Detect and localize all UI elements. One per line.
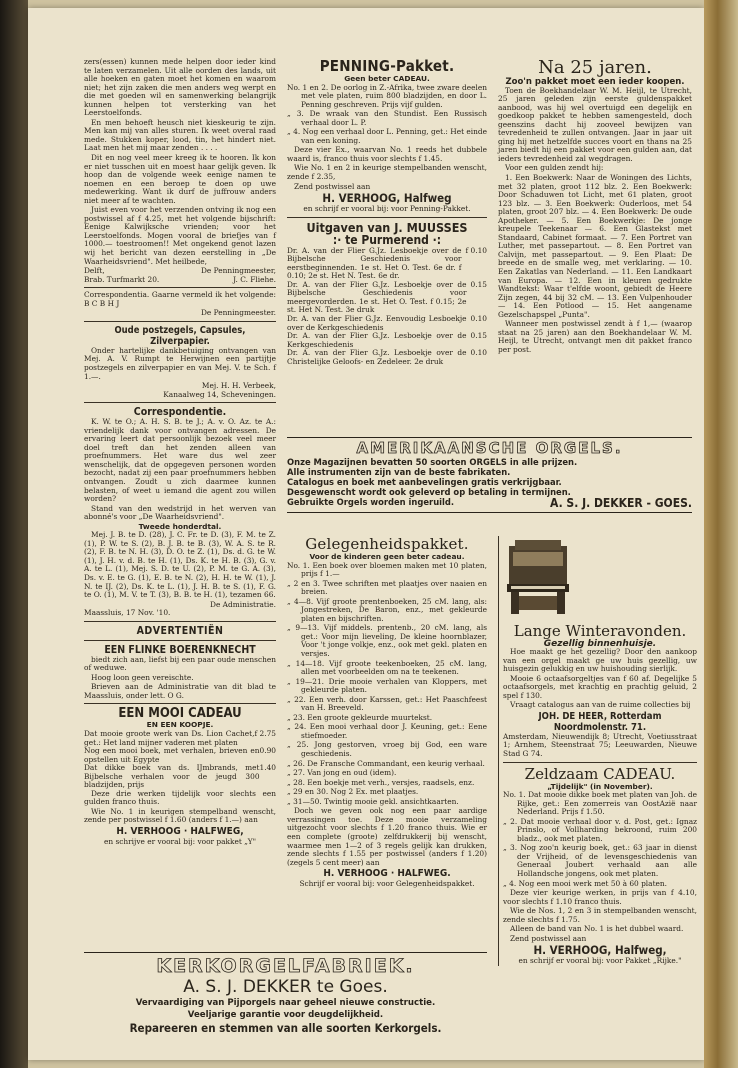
organ-illustration <box>503 538 573 616</box>
oude-postzegels-heading: Oude postzegels, Capsules, Zilverpapier. <box>114 324 246 347</box>
penning-item: No. 1 en 2. De oorlog in Z.-Afrika, twee zware deelen met vele platen, ruim 800 bladzijden, en door L. Penning geschreven. Prijs vijf gulden. <box>287 82 487 109</box>
boerenknecht-heading: EEN FLINKE BOERENKNECHT <box>104 643 256 656</box>
boerenknecht-text: Brieven aan de Administratie van dit blad te Maassluis, onder lett. O G. <box>84 682 276 700</box>
kerkorgel-line: Veeljarige garantie voor deugdelijkheid. <box>187 1010 384 1020</box>
divider <box>84 402 276 403</box>
gelegenheid-item: „ 26. De Fransche Commandant, een keurig verhaal. <box>287 758 485 768</box>
na25-text: Wanneer men postwissel zendt à f 1,— (waarop staat na 25 jaren) aan den Boekhandelaar W. M. Heijl, te Utrecht, ontvangt men dit pakket franco per post. <box>498 319 692 354</box>
amerik-signature: A. S. J. DEKKER - GOES. <box>550 496 692 510</box>
gelegenheid-item: „ 14—18. Vijf groote teekenboeken, 25 cM. lang, allen met voorbeelden om na te teekenen. <box>287 658 487 677</box>
gelegenheid-item: „ 25. Jong gestorven, vroeg bij God, een ware geschiedenis. <box>287 740 487 759</box>
gelegenheid-item: No. 1. Een boek over bloemen maken met 10 platen, prijs f 1.— <box>287 560 487 579</box>
uitgaven-item-price: 0.15 <box>470 331 487 341</box>
right-page-edge <box>704 0 738 1068</box>
mooi-item <box>84 764 276 790</box>
winter-firm: JOH. DE HEER, Rotterdam Noordmolenstr. 71. <box>538 710 662 733</box>
gelegenheid-text: Doch we geven ook nog een paar aardige verrassingen toe. Deze mooie verzameling uitgezocht voor slechts f 1.20 franco thuis. Wie er een complete (groote) zelfdrukkerij bij wenscht, waarmee men 1—2 of 3 regels gelijk kan drukken, zende slechts f 1.55 per postwissel (anders f 1.20) (zegels 5 cent meer) aan <box>287 806 487 867</box>
stand-text: Stand van den wedstrijd in het werven van abonné's voor „De Waarheidsvriend". <box>84 503 276 522</box>
amerikaansche-heading: AMERIKAANSCHE ORGELS. <box>356 439 623 457</box>
kerkorgelfabriek-ad <box>84 952 487 1036</box>
gelegenheid-item: „ 31—50. Twintig mooie gekl. ansichtkaarten. <box>287 796 459 806</box>
uitgaven-item-price: f 0.10 <box>465 245 487 255</box>
gelegenheid-note: Schrijf er vooral bij: voor Gelegenheidspakket. <box>299 879 475 889</box>
gelegenheid-heading: Gelegenheidspakket. <box>305 535 469 553</box>
penning-note: en schrijf er vooral bij: voor Penning-Pakket. <box>303 204 471 214</box>
gelegenheid-item: „ 24. Een mooi verhaal door J. Keuning, get.: Eene stiefmoeder. <box>287 722 487 740</box>
column-middle <box>287 58 487 366</box>
gelegenheid-item: „ 29 en 30. Nog 2 Ex. met plaatjes. <box>287 787 419 797</box>
penning-item: „ 4. Nog een verhaal door L. Penning, get.: Het einde van een koning. <box>287 127 488 145</box>
divider <box>287 217 487 218</box>
penning-text: Zend postwissel aan <box>294 181 371 191</box>
zeldzaam-text: Alleen de band van No. 1 is het dubbel waard. <box>510 924 684 934</box>
uitgaven-heading: Uitgaven van J. MUUSSES <box>306 219 468 235</box>
correspondentie-heading: Correspondentie. <box>133 406 227 419</box>
zeldzaam-note: en schrijf er vooral bij: voor Pakket „Rijke." <box>518 956 682 966</box>
uitgaven-item-text: Dr. A. van der Flier G.Jz. Lesboekje over de Kerkgeschiedenis <box>287 331 467 349</box>
uitgaven-item-text: Dr. A. van der Flier G.Jz. Lesboekje over de Bijbelsche Geschiedenis voor meergevorderden. 1e st. Het O. Test. f 0.15; 2e st. Het N. Test. 3e druk <box>287 279 467 315</box>
stand-list: Mej. J. B. te D. (28), J. C. Fr. te D. (3), F. M. te Z. (1), P. W. te S. (2), B. J. B. te B. (3), W. A. S. te R. (2), F. B. te N. H. (3), D. O. te Z. (1), Ds. d. G. te W. (1), J. H. v. d. B. te H. (1), Ds. K. te H. B. (3), G. v. A. te L. (1), Mej. S. D. te U. (2), P. M. te G. A. (3), Ds. v. E. te G. (1), E. B. te N. (2), H. H. te W. (1), J. N. te IJ. (2), Ds. K. te L. (1), J. H. B. te S. (1), F. G. te O. (1), M. V. te T. (3), B. B. te H. (1), tezamen 66. <box>84 530 276 600</box>
amerik-line: Onze Magazijnen bevatten 50 soorten ORGELS in alle prijzen. <box>287 457 578 467</box>
oude-address: Kanaalweg 14, Scheveningen. <box>163 389 276 399</box>
penning-heading: PENNING-Pakket. <box>319 57 455 75</box>
kerkorgel-line: Repareeren en stemmen van alle soorten Kerkorgels. <box>129 1021 442 1035</box>
advertentien-heading: ADVERTENTIËN <box>136 624 224 637</box>
zeldzaam-signature: H. VERHOOG, Halfweg, <box>533 943 667 958</box>
mooi-text: Deze drie werken tijdelijk voor slechts een gulden franco thuis. <box>84 788 276 807</box>
mooi-item <box>84 747 276 764</box>
correspondentie-text: K. W. te O.; A. H. S. B. te J.; A. v. O. Az. te A.: vriendelijk dank voor ontvangen adressen. De ervaring leert dat persoonlijk bezoek veel meer doel treft dan het zenden alleen van proefnummers. Het ware dus wel zeer wenschelijk, dat de opgegeven personen worden bezocht, nadat zij een paar proefnummers hebben ontvangen. Zoudt u zich daarmee kunnen belasten, of weet u iemand die agent zou willen worden? <box>84 417 276 504</box>
signature-name: J. C. Fliehe. <box>233 274 276 284</box>
na25-text: Toen de Boekhandelaar W. M. Heijl, te Utrecht, 25 jaren geleden zijn eerste guldenspakket aanbood, was hij wel overtuigd een degelijk en goedkoop pakket te hebben samengesteld, doch geenszins dacht hij zooveel bewijzen van tevredenheid te zullen ontvangen. Jaar in jaar uit ging hij met hetzelfde succes voort en thans na 25 jaren biedt hij een pakket voor een gulden aan, dat ieders tevredenheid zal wegdragen. <box>498 85 692 163</box>
uitgaven-item-price: 0.10 <box>470 314 487 324</box>
na25-text: Voor een gulden zendt hij: <box>505 163 604 173</box>
na25-heading: Na 25 jaren. <box>538 57 652 78</box>
gelegenheid-signature: H. VERHOOG · HALFWEG. <box>323 868 451 880</box>
zeldzaam-item: „ 2. Dat mooie verhaal door v. d. Post, get.: Ignaz Prinslo, of Vollharding bekroond, ruim 200 bladz., ook met platen. <box>503 816 697 843</box>
uitgaven-item <box>287 315 487 332</box>
na25-sub: Zoo'n pakket moet een ieder koopen. <box>505 77 685 87</box>
mooi-item-text: Dat dikke boek van ds. IJmbrands, met Bijbelsche verhalen voor de jeugd 300 bladzijden, prijs <box>84 763 260 790</box>
winter-heading: Lange Winteravonden. <box>513 621 687 640</box>
intro-paragraph: En men behoeft heusch niet kieskeurig te zijn. Men kan mij van alles sturen. Ik weet overal raad mede. Stukken koper, lood, tin, het hindert niet. Laat men het mij maar zenden . . . . <box>84 117 276 153</box>
intro-paragraph: zers(essen) kunnen mede helpen door ieder kind te laten verzamelen. Uit alle oorden des lands, uit alle hoeken en gaten moet het komen en waarom niet; het zijn zaken die men anders weg werpt en die met goeden wil en samenwerking belangrijk kunnen helpen tot versterking van het Leerstoelfonds. <box>84 57 276 118</box>
gelegenheid-item: „ 4—8. Vijf groote prentenboeken, 25 cM. lang, als: Jongestreken, De Baron, enz., met gekleurde platen en bijschriften. <box>287 596 487 623</box>
signature-row <box>84 276 276 285</box>
penning-text: Wie No. 1 en 2 in keurige stempelbanden wenscht, zende f 2.35, <box>287 163 487 182</box>
uitgaven-item-price: 0.15 <box>470 279 487 289</box>
column-right <box>498 58 692 356</box>
zeldzaam-text: Deze vier keurige werken, in prijs van f 4.10, voor slechts f 1.10 franco thuis. <box>503 888 697 906</box>
gelegenheid-item: „ 9—13. Vijf middels. prentenb., 20 cM. lang, als get.: Voor mijn lieveling, De kleine hoornblazer, Voor 't jonge volkje, enz., ook met gekl. platen en versjes. <box>287 623 487 659</box>
penning-sub: Geen beter CADEAU. <box>344 74 430 83</box>
oude-postzegels-text: Onder hartelijke dankbetuiging ontvangen van Mej. A. V. Rumpt te Herwijnen een partijtje postzegels en zilverpapier en van Mej. V. te Sch. f 1.—. <box>84 345 276 381</box>
uitgaven-item-price: 0.10 <box>470 348 487 358</box>
kerkorgel-heading: KERKORGELFABRIEK. <box>156 955 415 977</box>
oude-signature: Mej. H. H. Verbeek, <box>201 381 276 391</box>
uitgaven-item <box>287 247 487 281</box>
correspondentia-signature: De Penningmeester. <box>201 308 276 318</box>
boerenknecht-text: biedt zich aan, liefst bij een paar oude menschen of weduwe. <box>84 654 276 673</box>
zeldzaam-text: Zend postwissel aan <box>510 933 587 943</box>
divider <box>84 621 276 622</box>
signature-role: De Penningmeester, <box>201 266 276 276</box>
administratie-signature: De Administratie. <box>210 599 276 609</box>
gelegenheid-item: „ 27. Van jong en oud (idem). <box>287 768 397 778</box>
winter-ad <box>498 536 697 966</box>
mooi-cadeau-heading: EEN MOOI CADEAU <box>118 706 242 722</box>
mooi-item-price: f 2.75 <box>254 729 276 738</box>
divider <box>503 762 697 763</box>
left-dark-edge <box>0 0 28 1068</box>
gelegenheid-ad <box>287 536 487 889</box>
zeldzaam-heading: Zeldzaam CADEAU. <box>524 764 676 783</box>
gelegenheid-item: „ 23. Een groote gekleurde muurtekst. <box>287 712 433 722</box>
uitgaven-item-text: Dr. A. van der Flier G.Jz. Lesboekje over de Christelijke Geloofs- en Zedeleer. 2e druk <box>287 348 467 366</box>
gelegenheid-item: „ 19—21. Drie mooie verhalen van Kloppers, met gekleurde platen. <box>287 676 487 695</box>
verhoog-signature: H. VERHOOG · HALFWEG, <box>116 826 244 838</box>
winter-text: Hoe maakt ge het gezellig? Door den aankoop van een orgel maakt ge uw huis gezellig, uw huisgezin gelukkig en uw huishouding sierlijk. <box>503 647 697 674</box>
gelegenheid-sub: Voor de kinderen geen beter cadeau. <box>309 552 465 561</box>
amerik-last-row <box>287 497 692 509</box>
winter-sub: Gezellig binnenhuisje. <box>543 638 657 649</box>
mooi-cadeau-sub: EN EEN KOOPJE. <box>146 720 214 730</box>
gelegenheid-item: „ 28. Een boekje met verh., versjes, raadsels, enz. <box>287 777 475 787</box>
correspondentia-line: Correspondentia. Gaarne vermeld ik het volgende: B C B H J <box>84 290 276 308</box>
uitgaven-item-text: Dr. A. van der Flier G.Jz. Lesboekje over de Bijbelsche Geschiedenis voor eerstbeginnenden. 1e st. Het O. Test. 6e dr. f 0.10; 2e st. Het N. Test. 6e dr. <box>287 245 462 281</box>
mooi-item-text: Dat mooie groote werk van Ds. Lion Cachet, get.: Het land mijner vaderen met platen <box>84 729 255 747</box>
amerik-line: Gebruikte Orgels worden ingeruild. <box>287 497 455 507</box>
gelegenheid-item: „ 2 en 3. Twee schriften met plaatjes over naaien en breien. <box>287 578 487 597</box>
signature-place: Delft, <box>84 266 105 276</box>
zeldzaam-item: No. 1. Dat mooie dikke boek met platen van Joh. de Rijke, get.: Een zomerreis van OostAzië naar Nederland. Prijs f 1.50. <box>503 790 697 817</box>
boerenknecht-text: Hoog loon geen vereischte. <box>91 672 194 682</box>
mooi-item-price: 0.90 <box>259 746 276 756</box>
zeldzaam-text: Wie de Nos. 1, 2 en 3 in stempelbanden wenscht, zende slechts f 1.75. <box>503 906 697 924</box>
amerikaansche-orgels-ad <box>287 437 692 513</box>
mooi-text: Wie No. 1 in keurigen stempelband wenscht, zende per postwissel f 1.60 (anders f 1.—) aan <box>84 806 276 825</box>
penning-text: Deze vier Ex., waarvan No. 1 reeds het dubbele waard is, franco thuis voor slechts f 1.45. <box>287 145 487 163</box>
amerik-line: Alle instrumenten zijn van de beste fabrikaten. <box>287 467 511 477</box>
penning-signature: H. VERHOOG, Halfweg <box>322 191 452 206</box>
zeldzaam-sub: „Tijdelijk" (in November). <box>547 781 653 791</box>
uitgaven-item <box>287 349 487 366</box>
signature-address: Brab. Turfmarkt 20. <box>84 274 160 284</box>
na25-list: 1. Een Boekwerk: Naar de Woningen des Lichts, met 32 platen, groot 112 blz. 2. Een Boekwerk: Door Schaduwen tot Licht, met 61 platen, groot 123 blz. — 3. Een Boekwerk: Ouderloos, met 54 platen, groot 207 blz. — 4. Een Boekwerk: De oude Apotheker. — 5. Een Boekwerkje: De jonge kreupele Teekenaar — 6. Een Glastekst met Standaard, Cabinet formaat. — 7. Een Portret van Luther, met passepartout. — 8. Een Portret van Calvijn, met passepartout. — 9. Een Plaat: De breede en de smalle weg, met verklaring. — 10. Een Zakatlas van Nederland. — 11. Een Landkaart van Europa. — 12. Een in kleuren gedrukte Wandtekst: Waar t'elfde woont, gebiedt de Heere Zijn zegen, 44 bij 32 cM. — 13. Een Vulpenhouder — 14. Een Potlood — 15. Het aangename Gezelschapspel „Punta". <box>498 173 692 319</box>
zeldzaam-item: „ 4. Nog een mooi werk met 50 à 60 platen. <box>503 878 668 888</box>
verhoog-note: en schrijve er vooral bij: voor pakket „Y" <box>103 837 257 847</box>
divider <box>84 703 276 704</box>
gelegenheid-item: „ 22. Een verh. door Karssen, get.: Het Paaschfeest van H. Breeveld. <box>287 694 487 713</box>
uitgaven-item <box>287 332 487 349</box>
divider <box>84 287 276 288</box>
winter-text: Vraagt catalogus aan van de ruime collecties bij <box>510 700 691 710</box>
kerkorgel-line: Vervaardiging van Pijporgels naar geheel nieuwe constructie. <box>135 998 436 1008</box>
page-content <box>48 57 697 1056</box>
kerkorgel-name: A. S. J. DEKKER te Goes. <box>183 977 388 997</box>
mooi-item-text: Nog een mooi boek, met verhalen, brieven en opstellen uit Egypte <box>84 746 260 764</box>
intro-paragraph: Dit en nog veel meer kreeg ik te hooren. Ik kon er niet tusschen uit en moest haar gelijk geven. Ik hoop dan de volgende week eenige namen te noemen en een beroep te doen op uwe medewerking. Want ik durf de juffrouw anders niet meer af te wachten. <box>84 153 276 205</box>
winter-addresses: Amsterdam, Nieuwendijk 8; Utrecht, Voetiusstraat 1; Arnhem, Steenstraat 75; Leeuwarden, Nieuwe Stad G 74. <box>503 731 697 759</box>
date-line: Maassluis, 17 Nov. '10. <box>84 608 171 618</box>
column-left <box>84 58 276 847</box>
divider <box>84 321 276 322</box>
uitgaven-item <box>287 281 487 315</box>
winter-text: Mooie 6 octaafsorgeltjes van f 60 af. Degelijke 5 octaafsorgels, met krachtig en prachtig geluid, 2 spel f 130. <box>503 673 697 700</box>
uitgaven-subheading: :· te Purmerend ·: <box>332 232 442 247</box>
divider <box>84 640 276 641</box>
zeldzaam-item: „ 3. Nog zoo'n keurig boek, get.: 63 jaar in dienst der Vrijheid, of de levensgeschiedenis van Generaal Joubert verhaald aan alle Hollandsche jongens, ook met platen. <box>503 843 697 879</box>
amerik-line: Catalogus en boek met aanbevelingen gratis verkrijgbaar. <box>287 477 562 487</box>
mooi-item <box>84 730 276 747</box>
penning-item: „ 3. De wraak van den Stundist. Een Russisch verhaal door L. P. <box>287 109 487 127</box>
amerik-line: Desgewenscht wordt ook geleverd op betaling in termijnen. <box>287 487 571 497</box>
uitgaven-item-text: Dr. A. van der Flier G.Jz. Eenvoudig Lesboekje over de Kerkgeschiedenis <box>287 314 467 332</box>
intro-paragraph: Juist even voor het verzenden ontving ik nog een postwissel af f 4.25, met het volgende bijschrift: Eenige Kalwijksche vrienden; voor het Leerstoelfonds. Mogen vooral de briefjes van f 1000.— toestroomen!! Met ongekend genot lazen wij het bericht van dezen eerstelling in „De Waarheidsvriend". Met heilbede, <box>84 205 276 266</box>
mooi-item-price: 1.40 <box>259 763 276 773</box>
tweede-honderdtal: Tweede honderdtal. <box>138 521 222 531</box>
